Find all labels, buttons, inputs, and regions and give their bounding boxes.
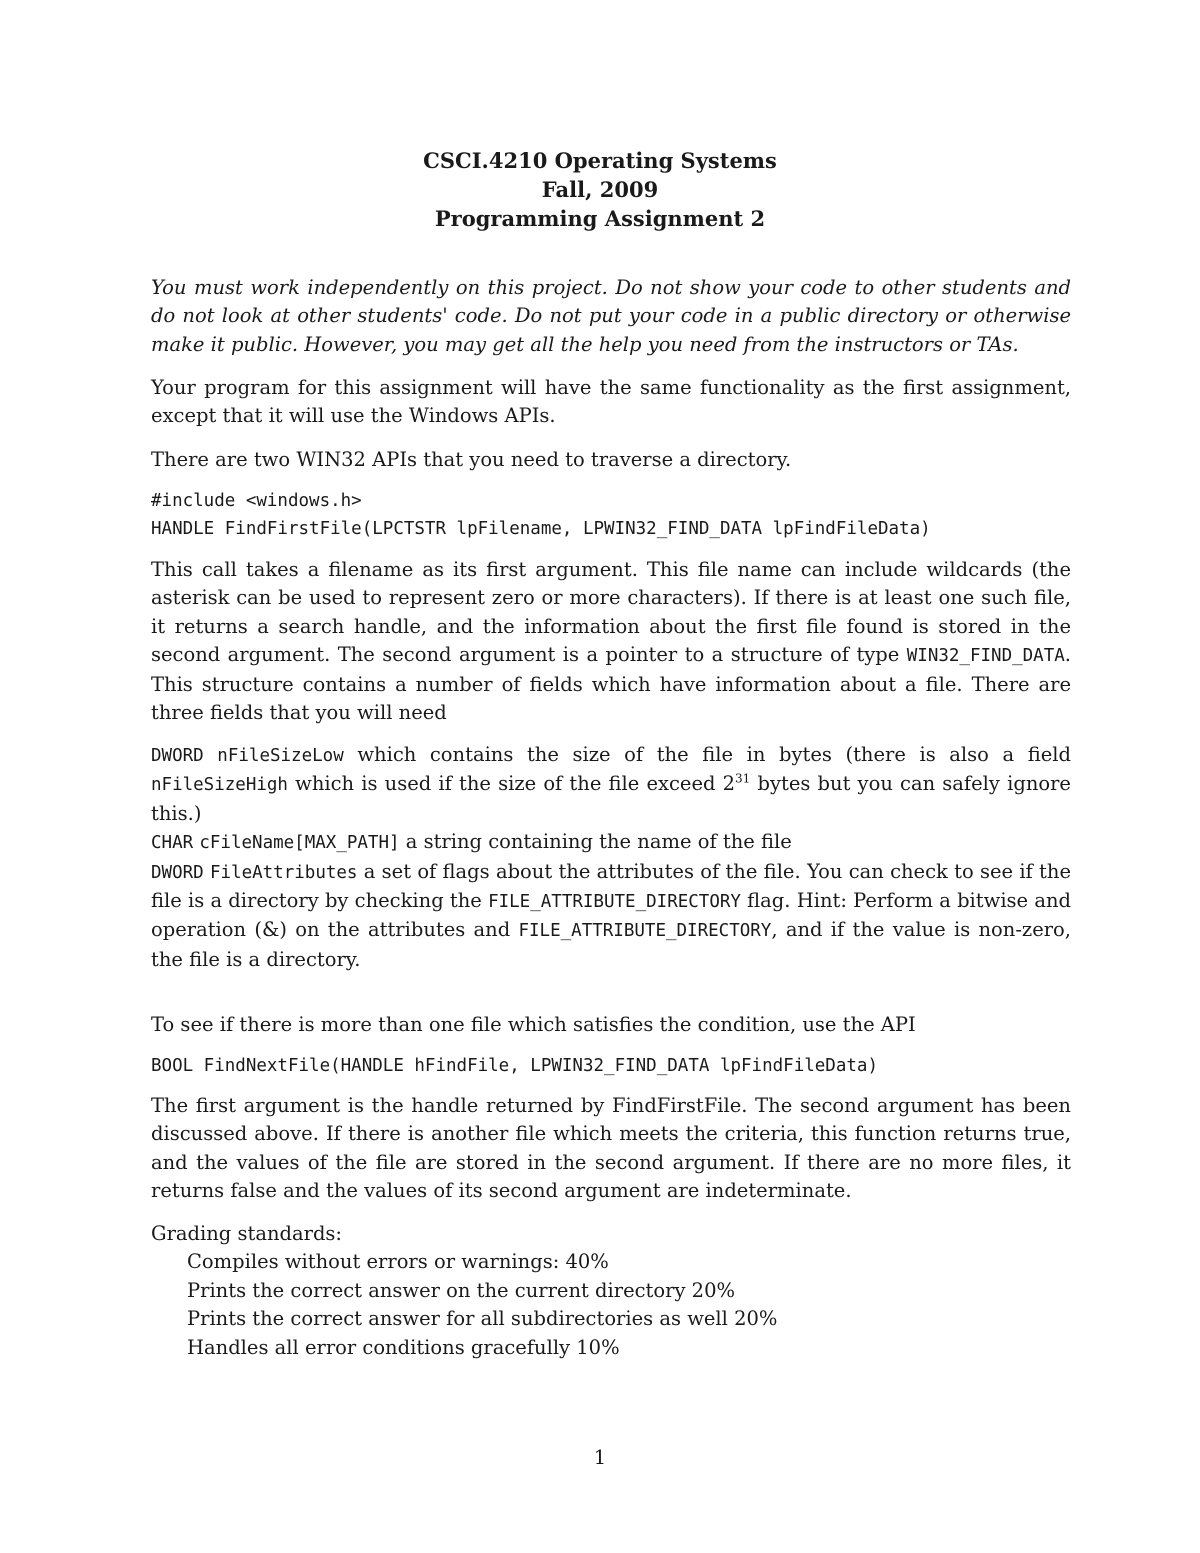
- find-first-signature: HANDLE FindFirstFile(LPCTSTR lpFilename, LPWIN32_FIND_DATA lpFindFileData): [151, 519, 931, 540]
- find-next-description: The first argument is the handle returned by FindFirstFile. The second argument has been discussed above. If there is another file which meets the criteria, this function returns true, and the values of the file are stored in the second argument. If there are no more files, it returns false and the values of its second argument are indeterminate.: [151, 1094, 1071, 1203]
- field-size-low: [151, 741, 1071, 828]
- field-name: FileAttributes: [209, 862, 358, 883]
- struct-name: WIN32_FIND_DATA: [906, 646, 1065, 667]
- field-desc: bytes but you can safely ignore this.): [151, 772, 1071, 825]
- field-desc: flag. Hint: Perform a bitwise and operation (&) on the attributes and: [151, 889, 1071, 942]
- notice-paragraph: You must work independently on this project. Do not show your code to other students and do not look at other students' code. Do not put your code in a public directory or otherwise make it public. However, you may get all the help you need from the instructors or TAs.: [151, 276, 1071, 356]
- field-desc: which contains the size of the file in bytes (there is also a field: [343, 743, 1071, 766]
- field-list: [151, 741, 1071, 974]
- grading-item: Compiles without errors or warnings: 40%: [187, 1250, 609, 1274]
- apis-intro: There are two WIN32 APIs that you need to traverse a directory.: [151, 448, 792, 471]
- exponent: 31: [735, 771, 751, 786]
- title-block: [0, 146, 1200, 233]
- grading-item: Prints the correct answer for all subdirectories as well 20%: [187, 1307, 778, 1331]
- grading-heading: Grading standards:: [151, 1222, 343, 1245]
- flag-name: FILE_ATTRIBUTE_DIRECTORY: [518, 921, 772, 942]
- field-type: CHAR: [151, 833, 194, 854]
- grading-item: Prints the correct answer on the current directory 20%: [187, 1278, 735, 1302]
- field-desc: a string containing the name of the file: [399, 830, 792, 854]
- find-first-desc-part1: This call takes a filename as its first argument. This file name can include wildcards (the asterisk can be used to represent zero or more characters). If there is at least one such file, it returns a search handle, and the information about the first file found is stored in the second argument. The second argument is a pointer to a structure of type: [151, 558, 1071, 667]
- field-type: DWORD: [151, 862, 204, 883]
- find-next-code: [151, 1052, 1071, 1080]
- find-next-signature: BOOL FindNextFile(HANDLE hFindFile, LPWIN32_FIND_DATA lpFindFileData): [151, 1056, 878, 1076]
- field-name-high: nFileSizeHigh: [151, 775, 288, 796]
- field-name: cFileName[MAX_PATH]: [199, 833, 400, 854]
- find-first-desc-part2: . This structure contains a number of fields which have information about a file. There are three fields that you will need: [151, 643, 1071, 725]
- field-name: nFileSizeLow: [217, 746, 344, 766]
- assignment-title: Programming Assignment 2: [434, 206, 766, 231]
- find-next-intro: To see if there is more than one file which satisfies the condition, use the API: [151, 1013, 916, 1036]
- grading-item: Handles all error conditions gracefully 10%: [187, 1335, 620, 1359]
- intro-paragraph: Your program for this assignment will have the same functionality as the first assignment, except that it will use the Windows APIs.: [151, 376, 1071, 428]
- field-desc: which is used if the size of the file exceed 2: [287, 772, 736, 796]
- include-line: #include <windows.h>: [151, 491, 362, 511]
- term: Fall, 2009: [541, 177, 659, 202]
- flag-name: FILE_ATTRIBUTE_DIRECTORY: [488, 892, 741, 913]
- field-type: DWORD: [151, 746, 204, 766]
- field-desc: , and if the value is non-zero, the file is a directory.: [151, 918, 1071, 971]
- field-file-name: [151, 828, 1071, 857]
- field-desc: a set of flags about the attributes of the file. You can check to see if the file is a directory by checking the: [151, 859, 1071, 913]
- find-first-description: [151, 556, 1071, 727]
- find-first-code: [151, 487, 1071, 544]
- grading-section: [151, 1220, 1071, 1362]
- field-attributes: [151, 858, 1071, 975]
- page-number: 1: [593, 1446, 607, 1469]
- course-title: CSCI.4210 Operating Systems: [423, 148, 777, 173]
